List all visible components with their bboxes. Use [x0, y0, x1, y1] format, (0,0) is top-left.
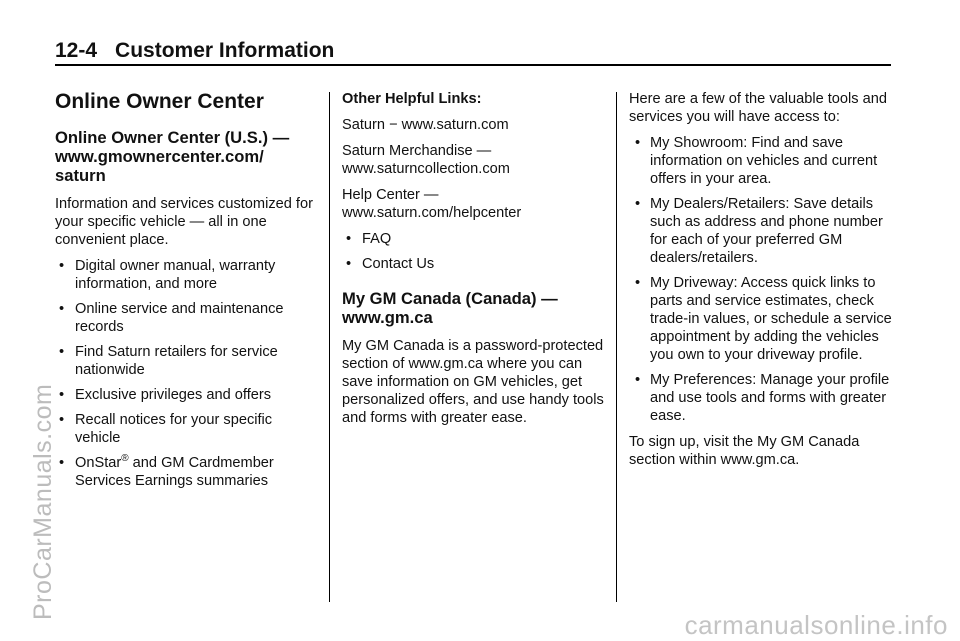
list-item: • My Dealers/Retailers: Save details such as address and phone number for each of your preferred GM dealers/retailers. [629, 195, 895, 267]
page-header [55, 38, 891, 66]
page-number: 12-4 [55, 39, 98, 62]
us-heading: Online Owner Center (U.S.) — www.gmownercenter.com/ saturn [55, 128, 290, 185]
watermark-side: ProCarManuals.com [29, 383, 57, 620]
list-item: • FAQ [342, 230, 604, 248]
column-2 [342, 90, 604, 435]
list-item: • Contact Us [342, 255, 604, 273]
section-title: Customer Information [115, 39, 335, 62]
help-list [342, 230, 604, 273]
column-divider [616, 92, 617, 602]
list-item: • Recall notices for your specific vehicle [55, 411, 319, 447]
onstar-rest: and GM Cardmember Services Earnings summaries [75, 455, 274, 489]
column-3 [629, 90, 895, 477]
tools-list [629, 134, 895, 425]
list-item: • Find Saturn retailers for service nationwide [55, 343, 319, 379]
canada-heading: My GM Canada (Canada) — www.gm.ca [342, 289, 558, 327]
list-item: • Exclusive privileges and offers [55, 386, 319, 404]
list-item [55, 454, 319, 490]
list-item: • My Driveway: Access quick links to parts and service estimates, check trade-in values, or schedule a service appointment by adding the vehicles you own to your driveway profile. [629, 274, 895, 364]
link-merchandise: Saturn Merchandise — www.saturncollection.com [342, 143, 510, 177]
us-feature-list [55, 257, 319, 490]
list-item: • Online service and maintenance records [55, 300, 319, 336]
main-heading: Online Owner Center [55, 90, 264, 113]
links-heading: Other Helpful Links: [342, 91, 482, 107]
column-divider [329, 92, 330, 602]
signup-text: To sign up, visit the My GM Canada section within www.gm.ca. [629, 434, 860, 468]
registered-mark: ® [121, 453, 129, 465]
link-helpcenter: Help Center — www.saturn.com/helpcenter [342, 187, 522, 221]
list-item: • My Preferences: Manage your profile and use tools and forms with greater ease. [629, 371, 895, 425]
us-intro: Information and services customized for your specific vehicle — all in one convenient place. [55, 196, 313, 248]
list-item: • My Showroom: Find and save information on vehicles and current offers in your area. [629, 134, 895, 188]
canada-text: My GM Canada is a password-protected section of www.gm.ca where you can save information on GM vehicles, get personalized offers, and use handy tools and forms with greater ease. [342, 338, 604, 426]
link-saturn: Saturn − www.saturn.com [342, 117, 509, 133]
list-item: • Digital owner manual, warranty information, and more [55, 257, 319, 293]
watermark-bottom: carmanualsonline.info [684, 610, 948, 640]
onstar-text: OnStar [75, 455, 122, 471]
tools-intro: Here are a few of the valuable tools and services you will have access to: [629, 91, 887, 125]
column-1 [55, 90, 319, 498]
